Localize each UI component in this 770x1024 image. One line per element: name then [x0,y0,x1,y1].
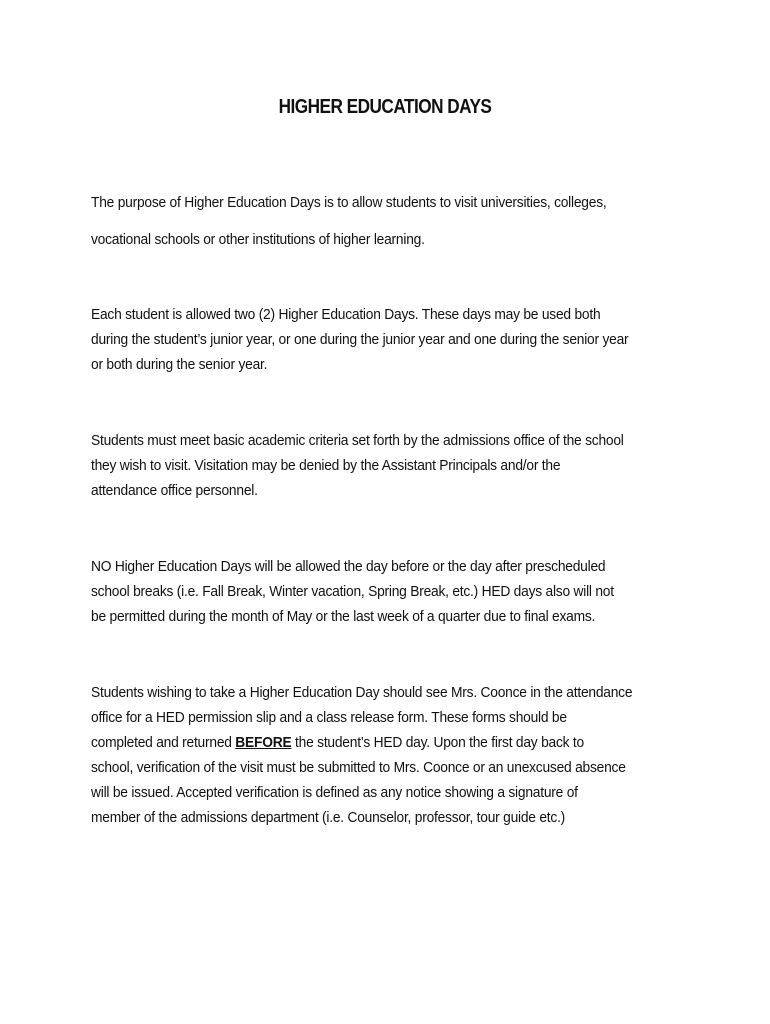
paragraph-line-emphasis [91,730,661,755]
text-before-emphasis: completed and returned [91,734,236,751]
paragraph-line: The purpose of Higher Education Days is to allow students to visit universities, colleges, [91,194,607,211]
text-after-emphasis: the student’s HED day. Upon the first day back to [291,734,584,751]
paragraph-line: office for a HED permission slip and a class release form. These forms should be [91,709,567,726]
document-title: HIGHER EDUCATION DAYS [278,96,492,118]
paragraph-criteria [91,428,711,503]
paragraph-line: school, verification of the visit must be submitted to Mrs. Coonce or an unexcused absence [91,759,626,776]
paragraph-line: vocational schools or other institutions of higher learning. [91,231,425,248]
paragraph-line: school breaks (i.e. Fall Break, Winter vacation, Spring Break, etc.) HED days also will not [91,583,614,600]
emphasized-word: BEFORE [235,734,292,751]
paragraph-line: attendance office personnel. [91,482,258,499]
paragraph-line: Each student is allowed two (2) Higher Education Days. These days may be used both [91,306,601,323]
paragraph-line: Students must meet basic academic criteria set forth by the admissions office of the school [91,432,624,449]
paragraph-line: Students wishing to take a Higher Education Day should see Mrs. Coonce in the attendance [91,684,633,701]
paragraph-purpose [91,190,711,264]
paragraph-line: be permitted during the month of May or the last week of a quarter due to final exams. [91,608,596,625]
paragraph-line: member of the admissions department (i.e. Counselor, professor, tour guide etc.) [91,809,566,826]
paragraph-line: during the student’s junior year, or one during the junior year and one during the senior year [91,331,629,348]
paragraph-line: they wish to visit. Visitation may be denied by the Assistant Principals and/or the [91,457,561,474]
paragraph-line: or both during the senior year. [91,356,268,373]
paragraph-line: will be issued. Accepted verification is defined as any notice showing a signature of [91,784,578,801]
paragraph-line: NO Higher Education Days will be allowed the day before or the day after prescheduled [91,558,606,575]
paragraph-allowance [91,302,711,377]
paragraph-restrictions [91,554,711,629]
paragraph-procedure [91,680,711,830]
